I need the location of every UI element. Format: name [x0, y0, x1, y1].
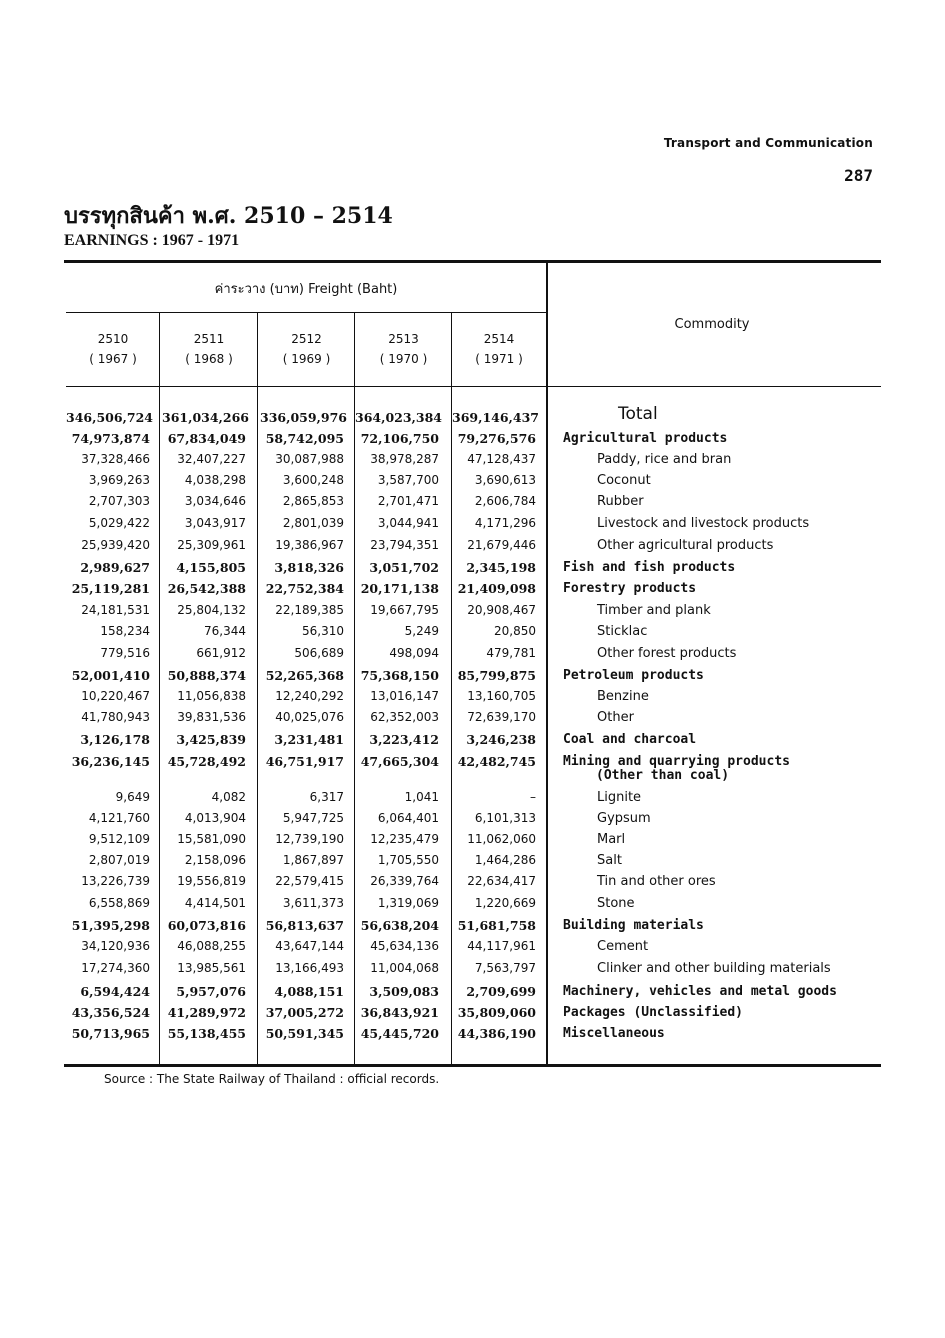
- commodity-label-continued: (Other than coal): [596, 768, 730, 783]
- table-cell: 45,445,720: [360, 1026, 439, 1041]
- table-bottom-rule: [64, 1064, 881, 1067]
- table-cell: 44,117,961: [467, 939, 536, 953]
- table-cell: 38,978,287: [370, 452, 439, 466]
- commodity-header: Commodity: [674, 317, 750, 332]
- table-cell: 6,558,869: [88, 896, 150, 910]
- table-cell: 13,166,493: [275, 961, 344, 975]
- table-cell: 45,728,492: [167, 754, 246, 769]
- table-cell: 3,051,702: [369, 560, 439, 575]
- table-cell: 22,189,385: [275, 603, 344, 617]
- commodity-label: Salt: [597, 853, 622, 868]
- table-cell: 25,804,132: [177, 603, 246, 617]
- table-cell: 22,752,384: [265, 581, 344, 596]
- table-cell: 1,220,669: [474, 896, 536, 910]
- table-cell: 20,908,467: [467, 603, 536, 617]
- table-cell: 43,356,524: [71, 1005, 150, 1020]
- table-cell: 5,957,076: [176, 984, 246, 999]
- commodity-label: Miscellaneous: [563, 1026, 665, 1041]
- table-cell: 11,062,060: [467, 832, 536, 846]
- commodity-divider: [546, 262, 548, 1064]
- commodity-label: Paddy, rice and bran: [597, 452, 732, 467]
- table-cell: 17,274,360: [81, 961, 150, 975]
- table-cell: 3,223,412: [369, 732, 439, 747]
- table-cell: 3,690,613: [474, 473, 536, 487]
- table-cell: 2,801,039: [282, 516, 344, 530]
- page-number: 287: [844, 166, 873, 185]
- table-cell: 498,094: [389, 646, 439, 660]
- table-cell: 56,813,637: [265, 918, 344, 933]
- table-cell: 74,973,874: [71, 431, 150, 446]
- table-cell: 369,146,437: [452, 410, 539, 425]
- table-cell: 336,059,976: [260, 410, 347, 425]
- commodity-label: Agricultural products: [563, 431, 728, 446]
- table-cell: 41,780,943: [81, 710, 150, 724]
- table-cell: 43,647,144: [275, 939, 344, 953]
- table-cell: 55,138,455: [167, 1026, 246, 1041]
- table-cell: 40,025,076: [275, 710, 344, 724]
- table-cell: 34,120,936: [81, 939, 150, 953]
- commodity-label: Coal and charcoal: [563, 732, 697, 747]
- table-cell: 51,681,758: [457, 918, 536, 933]
- commodity-label: Rubber: [597, 494, 644, 509]
- table-cell: 9,512,109: [88, 832, 150, 846]
- source-note: Source : The State Railway of Thailand : official records.: [104, 1072, 440, 1086]
- table-cell: 46,751,917: [265, 754, 344, 769]
- commodity-label: Livestock and livestock products: [597, 516, 810, 531]
- table-cell: 2,606,784: [474, 494, 536, 508]
- table-cell: 37,328,466: [81, 452, 150, 466]
- table-cell: 21,679,446: [467, 538, 536, 552]
- year-ce: ( 1969 ): [282, 352, 331, 366]
- table-cell: 4,121,760: [88, 811, 150, 825]
- page-title-english: EARNINGS : 1967 - 1971: [64, 232, 240, 249]
- commodity-label: Clinker and other building materials: [597, 961, 831, 976]
- table-cell: 62,352,003: [370, 710, 439, 724]
- table-cell: 364,023,384: [355, 410, 442, 425]
- table-cell: 24,181,531: [81, 603, 150, 617]
- table-cell: 3,044,941: [377, 516, 439, 530]
- table-cell: 13,016,147: [370, 689, 439, 703]
- table-cell: 2,345,198: [466, 560, 536, 575]
- table-cell: 67,834,049: [167, 431, 246, 446]
- table-cell: 51,395,298: [71, 918, 150, 933]
- table-cell: 12,240,292: [275, 689, 344, 703]
- table-cell: 1,041: [404, 790, 439, 804]
- commodity-label: Mining and quarrying products: [563, 754, 790, 769]
- table-cell: 37,005,272: [265, 1005, 344, 1020]
- freight-header-rule: [66, 312, 546, 313]
- table-cell: 5,947,725: [282, 811, 344, 825]
- table-cell: 76,344: [204, 624, 246, 638]
- commodity-label: Machinery, vehicles and metal goods: [563, 984, 837, 999]
- table-cell: 4,038,298: [184, 473, 246, 487]
- table-cell: 26,339,764: [370, 874, 439, 888]
- table-cell: 13,226,739: [81, 874, 150, 888]
- table-cell: 19,556,819: [177, 874, 246, 888]
- commodity-label: Other agricultural products: [597, 538, 774, 553]
- table-cell: 13,160,705: [467, 689, 536, 703]
- table-cell: 9,649: [115, 790, 150, 804]
- table-cell: 3,246,238: [466, 732, 536, 747]
- table-cell: 23,794,351: [370, 538, 439, 552]
- table-cell: 47,128,437: [467, 452, 536, 466]
- table-cell: 3,600,248: [282, 473, 344, 487]
- commodity-label: Gypsum: [597, 811, 651, 826]
- table-cell: 3,509,083: [369, 984, 439, 999]
- table-cell: 15,581,090: [177, 832, 246, 846]
- table-cell: 56,638,204: [360, 918, 439, 933]
- table-cell: 85,799,875: [457, 668, 536, 683]
- table-cell: 75,368,150: [360, 668, 439, 683]
- table-cell: 2,158,096: [184, 853, 246, 867]
- table-cell: –: [530, 790, 536, 804]
- table-cell: 50,591,345: [265, 1026, 344, 1041]
- table-cell: 13,985,561: [177, 961, 246, 975]
- table-cell: 1,464,286: [474, 853, 536, 867]
- table-cell: 5,029,422: [88, 516, 150, 530]
- table-cell: 20,171,138: [360, 581, 439, 596]
- year-be: 2510: [97, 332, 129, 346]
- commodity-label: Sticklac: [597, 624, 648, 639]
- table-cell: 158,234: [100, 624, 150, 638]
- table-cell: 3,126,178: [80, 732, 150, 747]
- table-cell: 10,220,467: [81, 689, 150, 703]
- table-cell: 19,386,967: [275, 538, 344, 552]
- table-cell: 39,831,536: [177, 710, 246, 724]
- page-title-thai: บรรทุกสินค้า พ.ศ. 2510 – 2514: [64, 203, 393, 229]
- table-cell: 4,082: [211, 790, 246, 804]
- table-cell: 2,709,699: [466, 984, 536, 999]
- table-cell: 58,742,095: [265, 431, 344, 446]
- table-cell: 25,939,420: [81, 538, 150, 552]
- commodity-label: Lignite: [597, 790, 642, 805]
- section-header: Transport and Communication: [663, 136, 873, 150]
- table-cell: 44,386,190: [457, 1026, 536, 1041]
- table-cell: 42,482,745: [457, 754, 536, 769]
- header-bottom-rule: [66, 386, 881, 387]
- commodity-label: Marl: [597, 832, 626, 847]
- freight-header: ค่าระวาง (บาท) Freight (Baht): [214, 282, 398, 297]
- table-cell: 11,056,838: [177, 689, 246, 703]
- table-cell: 3,043,917: [184, 516, 246, 530]
- table-cell: 25,119,281: [71, 581, 150, 596]
- table-cell: 52,001,410: [71, 668, 150, 683]
- table-cell: 1,867,897: [282, 853, 344, 867]
- year-ce: ( 1967 ): [89, 352, 137, 366]
- commodity-label: Coconut: [597, 473, 651, 488]
- table-cell: 36,843,921: [360, 1005, 439, 1020]
- table-cell: 6,101,313: [474, 811, 536, 825]
- table-cell: 479,781: [486, 646, 536, 660]
- commodity-label: Building materials: [563, 918, 704, 933]
- table-cell: 72,106,750: [360, 431, 439, 446]
- table-cell: 6,594,424: [80, 984, 150, 999]
- table-cell: 50,713,965: [71, 1026, 150, 1041]
- year-ce: ( 1971 ): [475, 352, 523, 366]
- table-cell: 21,409,098: [457, 581, 536, 596]
- table-cell: 1,705,550: [377, 853, 439, 867]
- table-cell: 52,265,368: [265, 668, 344, 683]
- table-cell: 4,088,151: [274, 984, 344, 999]
- commodity-label: Benzine: [597, 689, 649, 704]
- table-cell: 3,231,481: [274, 732, 344, 747]
- table-cell: 72,639,170: [467, 710, 536, 724]
- table-cell: 46,088,255: [177, 939, 246, 953]
- table-cell: 12,739,190: [275, 832, 344, 846]
- table-cell: 19,667,795: [370, 603, 439, 617]
- year-ce: ( 1968 ): [185, 352, 233, 366]
- table-cell: 6,317: [309, 790, 344, 804]
- table-cell: 346,506,724: [66, 410, 153, 425]
- table-cell: 41,289,972: [167, 1005, 246, 1020]
- table-cell: 22,579,415: [275, 874, 344, 888]
- column-divider: [159, 312, 160, 1064]
- table-cell: 3,969,263: [88, 473, 150, 487]
- column-divider: [257, 312, 258, 1064]
- table-cell: 3,611,373: [282, 896, 344, 910]
- commodity-label: Fish and fish products: [563, 560, 736, 575]
- commodity-label: Timber and plank: [597, 603, 711, 618]
- table-cell: 36,236,145: [71, 754, 150, 769]
- year-be: 2513: [388, 332, 419, 346]
- table-cell: 20,850: [494, 624, 536, 638]
- table-cell: 4,171,296: [474, 516, 536, 530]
- table-cell: 45,634,136: [370, 939, 439, 953]
- table-cell: 22,634,417: [467, 874, 536, 888]
- table-cell: 661,912: [196, 646, 246, 660]
- table-cell: 7,563,797: [474, 961, 536, 975]
- table-cell: 5,249: [404, 624, 439, 638]
- table-cell: 12,235,479: [370, 832, 439, 846]
- table-cell: 3,425,839: [176, 732, 246, 747]
- table-cell: 56,310: [302, 624, 344, 638]
- year-be: 2511: [193, 332, 225, 346]
- table-cell: 4,013,904: [184, 811, 246, 825]
- table-cell: 79,276,576: [457, 431, 536, 446]
- year-be: 2514: [483, 332, 515, 346]
- commodity-label: Forestry products: [563, 581, 697, 596]
- table-cell: 2,865,853: [282, 494, 344, 508]
- table-cell: 2,701,471: [377, 494, 439, 508]
- table-cell: 25,309,961: [177, 538, 246, 552]
- table-cell: 11,004,068: [370, 961, 439, 975]
- table-cell: 3,034,646: [184, 494, 246, 508]
- table-cell: 4,414,501: [184, 896, 246, 910]
- table-cell: 3,818,326: [274, 560, 344, 575]
- table-cell: 32,407,227: [177, 452, 246, 466]
- commodity-label: Petroleum products: [563, 668, 704, 683]
- commodity-label: Stone: [597, 896, 635, 911]
- table-cell: 4,155,805: [176, 560, 246, 575]
- table-cell: 2,707,303: [88, 494, 150, 508]
- table-cell: 2,807,019: [88, 853, 150, 867]
- table-cell: 361,034,266: [162, 410, 249, 425]
- table-cell: 3,587,700: [377, 473, 439, 487]
- table-cell: 1,319,069: [377, 896, 439, 910]
- commodity-label: Other: [597, 710, 634, 725]
- table-cell: 2,989,627: [80, 560, 150, 575]
- table-cell: 30,087,988: [275, 452, 344, 466]
- commodity-label: Total: [618, 404, 658, 424]
- commodity-label: Other forest products: [597, 646, 737, 661]
- year-ce: ( 1970 ): [379, 352, 428, 366]
- table-top-rule: [64, 260, 881, 263]
- commodity-label: Cement: [597, 939, 649, 954]
- table-cell: 60,073,816: [167, 918, 246, 933]
- table-cell: 35,809,060: [457, 1005, 536, 1020]
- table-cell: 47,665,304: [360, 754, 439, 769]
- table-cell: 779,516: [100, 646, 150, 660]
- commodity-label: Tin and other ores: [597, 874, 716, 889]
- commodity-label: Packages (Unclassified): [563, 1005, 744, 1020]
- table-cell: 26,542,388: [167, 581, 246, 596]
- table-cell: 50,888,374: [167, 668, 246, 683]
- year-be: 2512: [291, 332, 322, 346]
- table-cell: 506,689: [294, 646, 344, 660]
- table-cell: 6,064,401: [377, 811, 439, 825]
